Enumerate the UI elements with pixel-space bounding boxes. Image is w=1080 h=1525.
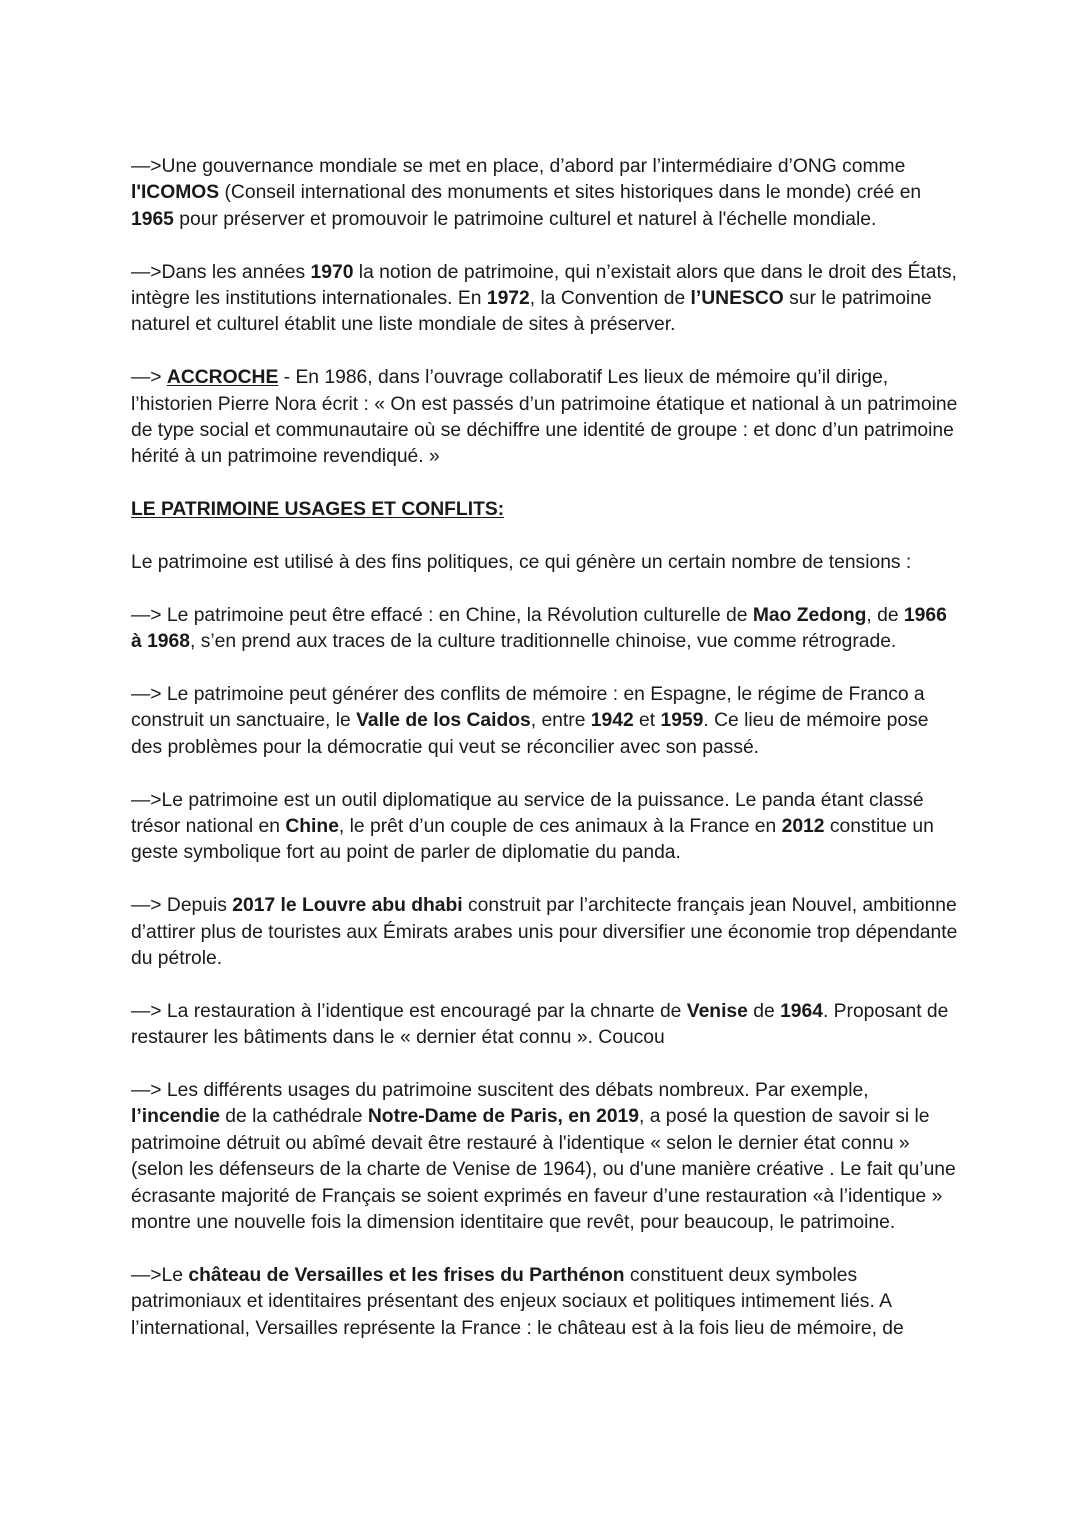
text-run: —> Le patrimoine peut générer des conflits de mémoire : en Espagne, le régime de Franco a construit un sanctuaire, le bbox=[131, 684, 925, 732]
text-run: sur le patrimoine naturel et culturel établit une liste mondiale de sites à préserver. bbox=[131, 288, 932, 336]
text-run: pour préserver et promouvoir le patrimoine culturel et naturel à l'échelle mondiale. bbox=[173, 208, 877, 230]
text-run: de la cathédrale bbox=[219, 1106, 368, 1128]
document-page bbox=[131, 154, 961, 1369]
text-run: et bbox=[633, 710, 661, 732]
bold-text: 1959 bbox=[660, 710, 704, 732]
bold-text: Venise bbox=[686, 1000, 748, 1022]
text-run: (Conseil international des monuments et sites historiques dans le monde) créé en bbox=[219, 182, 922, 204]
text-run: . Proposant de restaurer les bâtiments dans le « dernier état connu ». Coucou bbox=[131, 1000, 949, 1049]
text-run: —>Dans les années bbox=[131, 261, 311, 283]
text-run: . Ce lieu de mémoire pose des problèmes pour la démocratie qui veut se réconcilier avec son passé. bbox=[131, 710, 929, 758]
text-run: , s’en prend aux traces de la culture traditionnelle chinoise, vue comme rétrograde. bbox=[189, 631, 897, 653]
text-run: de bbox=[747, 1000, 781, 1022]
paragraph-icomos bbox=[131, 154, 961, 233]
text-run: , a posé la question de savoir si le patrimoine détruit ou abîmé devait être restauré à l'identique « selon le dernier état connu » (selon les défenseurs de la charte de Venise de 1964), ou d'une manière créative . Le fait qu’une écrasante majorité de Français se soient exprimés en faveur d’une restauration «à l’identique » montre une nouvelle fois la dimension identitaire que revêt, pour beaucoup, le patrimoine. bbox=[131, 1106, 956, 1234]
text-run: , de bbox=[866, 604, 904, 626]
bold-text: 2017 le Louvre abu dhabi bbox=[232, 895, 463, 917]
bold-text: 1964 bbox=[780, 1000, 823, 1022]
text-run: - En 1986, dans l’ouvrage collaboratif Les lieux de mémoire qu’il dirige, l’historien Pierre Nora écrit : « On est passés d’un patrimoine étatique et national à un patrimoine de type social et communautaire où se déchiffre une identité de groupe : et donc d’un patrimoine hérité à un patrimoine revendiqué. » bbox=[131, 367, 958, 468]
bold-text: Mao Zedong bbox=[752, 604, 867, 626]
bold-text: 2012 bbox=[781, 816, 825, 838]
bold-text: l’incendie bbox=[131, 1106, 220, 1128]
paragraph-unesco bbox=[131, 260, 961, 339]
text-run: —> Le patrimoine peut être effacé : en Chine, la Révolution culturelle de bbox=[131, 604, 753, 626]
bold-text: l'ICOMOS bbox=[131, 182, 220, 204]
paragraph-mao-zedong bbox=[131, 603, 961, 656]
text-run: constituent deux symboles patrimoniaux et identitaires présentant des enjeux sociaux et politiques intimement liés. A l’international, Versailles représente la France : le château est à la fois lieu de mémoire, de bbox=[131, 1264, 904, 1339]
text-run: constitue un geste symbolique fort au point de parler de diplomatie du panda. bbox=[131, 816, 934, 864]
bold-text: LE PATRIMOINE USAGES ET CONFLITS: bbox=[131, 499, 505, 521]
bold-text: l’UNESCO bbox=[690, 288, 784, 310]
text-run: —> La restauration à l’identique est encouragé par la chnarte de bbox=[131, 1000, 687, 1022]
bold-text: 1965 bbox=[131, 208, 174, 230]
text-run: , la Convention de bbox=[529, 288, 691, 310]
paragraph-franco bbox=[131, 682, 961, 761]
bold-text: 1972 bbox=[486, 288, 530, 310]
bold-text: 1966 à 1968 bbox=[131, 604, 947, 653]
text-run: , entre bbox=[530, 710, 591, 732]
text-run: —> Les différents usages du patrimoine suscitent des débats nombreux. Par exemple, bbox=[131, 1080, 869, 1102]
text-run: construit par l’architecte français jean Nouvel, ambitionne d’attirer plus de touristes aux Émirats arabes unis pour diversifier une économie trop dépendante du pétrole. bbox=[131, 895, 958, 970]
text-run: Le patrimoine est utilisé à des fins politiques, ce qui génère un certain nombre de tensions : bbox=[131, 552, 912, 574]
bold-text: 1970 bbox=[310, 261, 354, 283]
paragraph-accroche bbox=[131, 365, 961, 471]
paragraph-panda bbox=[131, 788, 961, 867]
text-run: —>Le bbox=[131, 1264, 189, 1286]
text-run: —> Depuis bbox=[131, 895, 233, 917]
text-run: —>Une gouvernance mondiale se met en place, d’abord par l’intermédiaire d’ONG comme bbox=[131, 156, 906, 177]
text-run: —> bbox=[131, 367, 167, 389]
bold-text: 1942 bbox=[590, 710, 634, 732]
paragraph-versailles bbox=[131, 1263, 961, 1342]
bold-text: Notre-Dame de Paris, en 2019 bbox=[367, 1106, 640, 1128]
paragraph-intro bbox=[131, 550, 961, 576]
text-run: la notion de patrimoine, qui n’existait alors que dans le droit des États, intègre les institutions internationales. En bbox=[131, 261, 957, 310]
bold-text: ACCROCHE bbox=[166, 367, 279, 389]
text-run: , le prêt d’un couple de ces animaux à la France en bbox=[338, 816, 782, 838]
bold-text: Valle de los Caidos bbox=[356, 710, 531, 732]
text-run: —>Le patrimoine est un outil diplomatique au service de la puissance. Le panda étant classé trésor national en bbox=[131, 789, 924, 838]
bold-text: château de Versailles et les frises du Parthénon bbox=[188, 1264, 625, 1286]
bold-text: Chine bbox=[285, 816, 339, 838]
section-heading bbox=[131, 497, 961, 523]
paragraph-louvre-abu-dhabi bbox=[131, 893, 961, 972]
paragraph-notre-dame bbox=[131, 1078, 961, 1236]
paragraph-venise bbox=[131, 999, 961, 1052]
